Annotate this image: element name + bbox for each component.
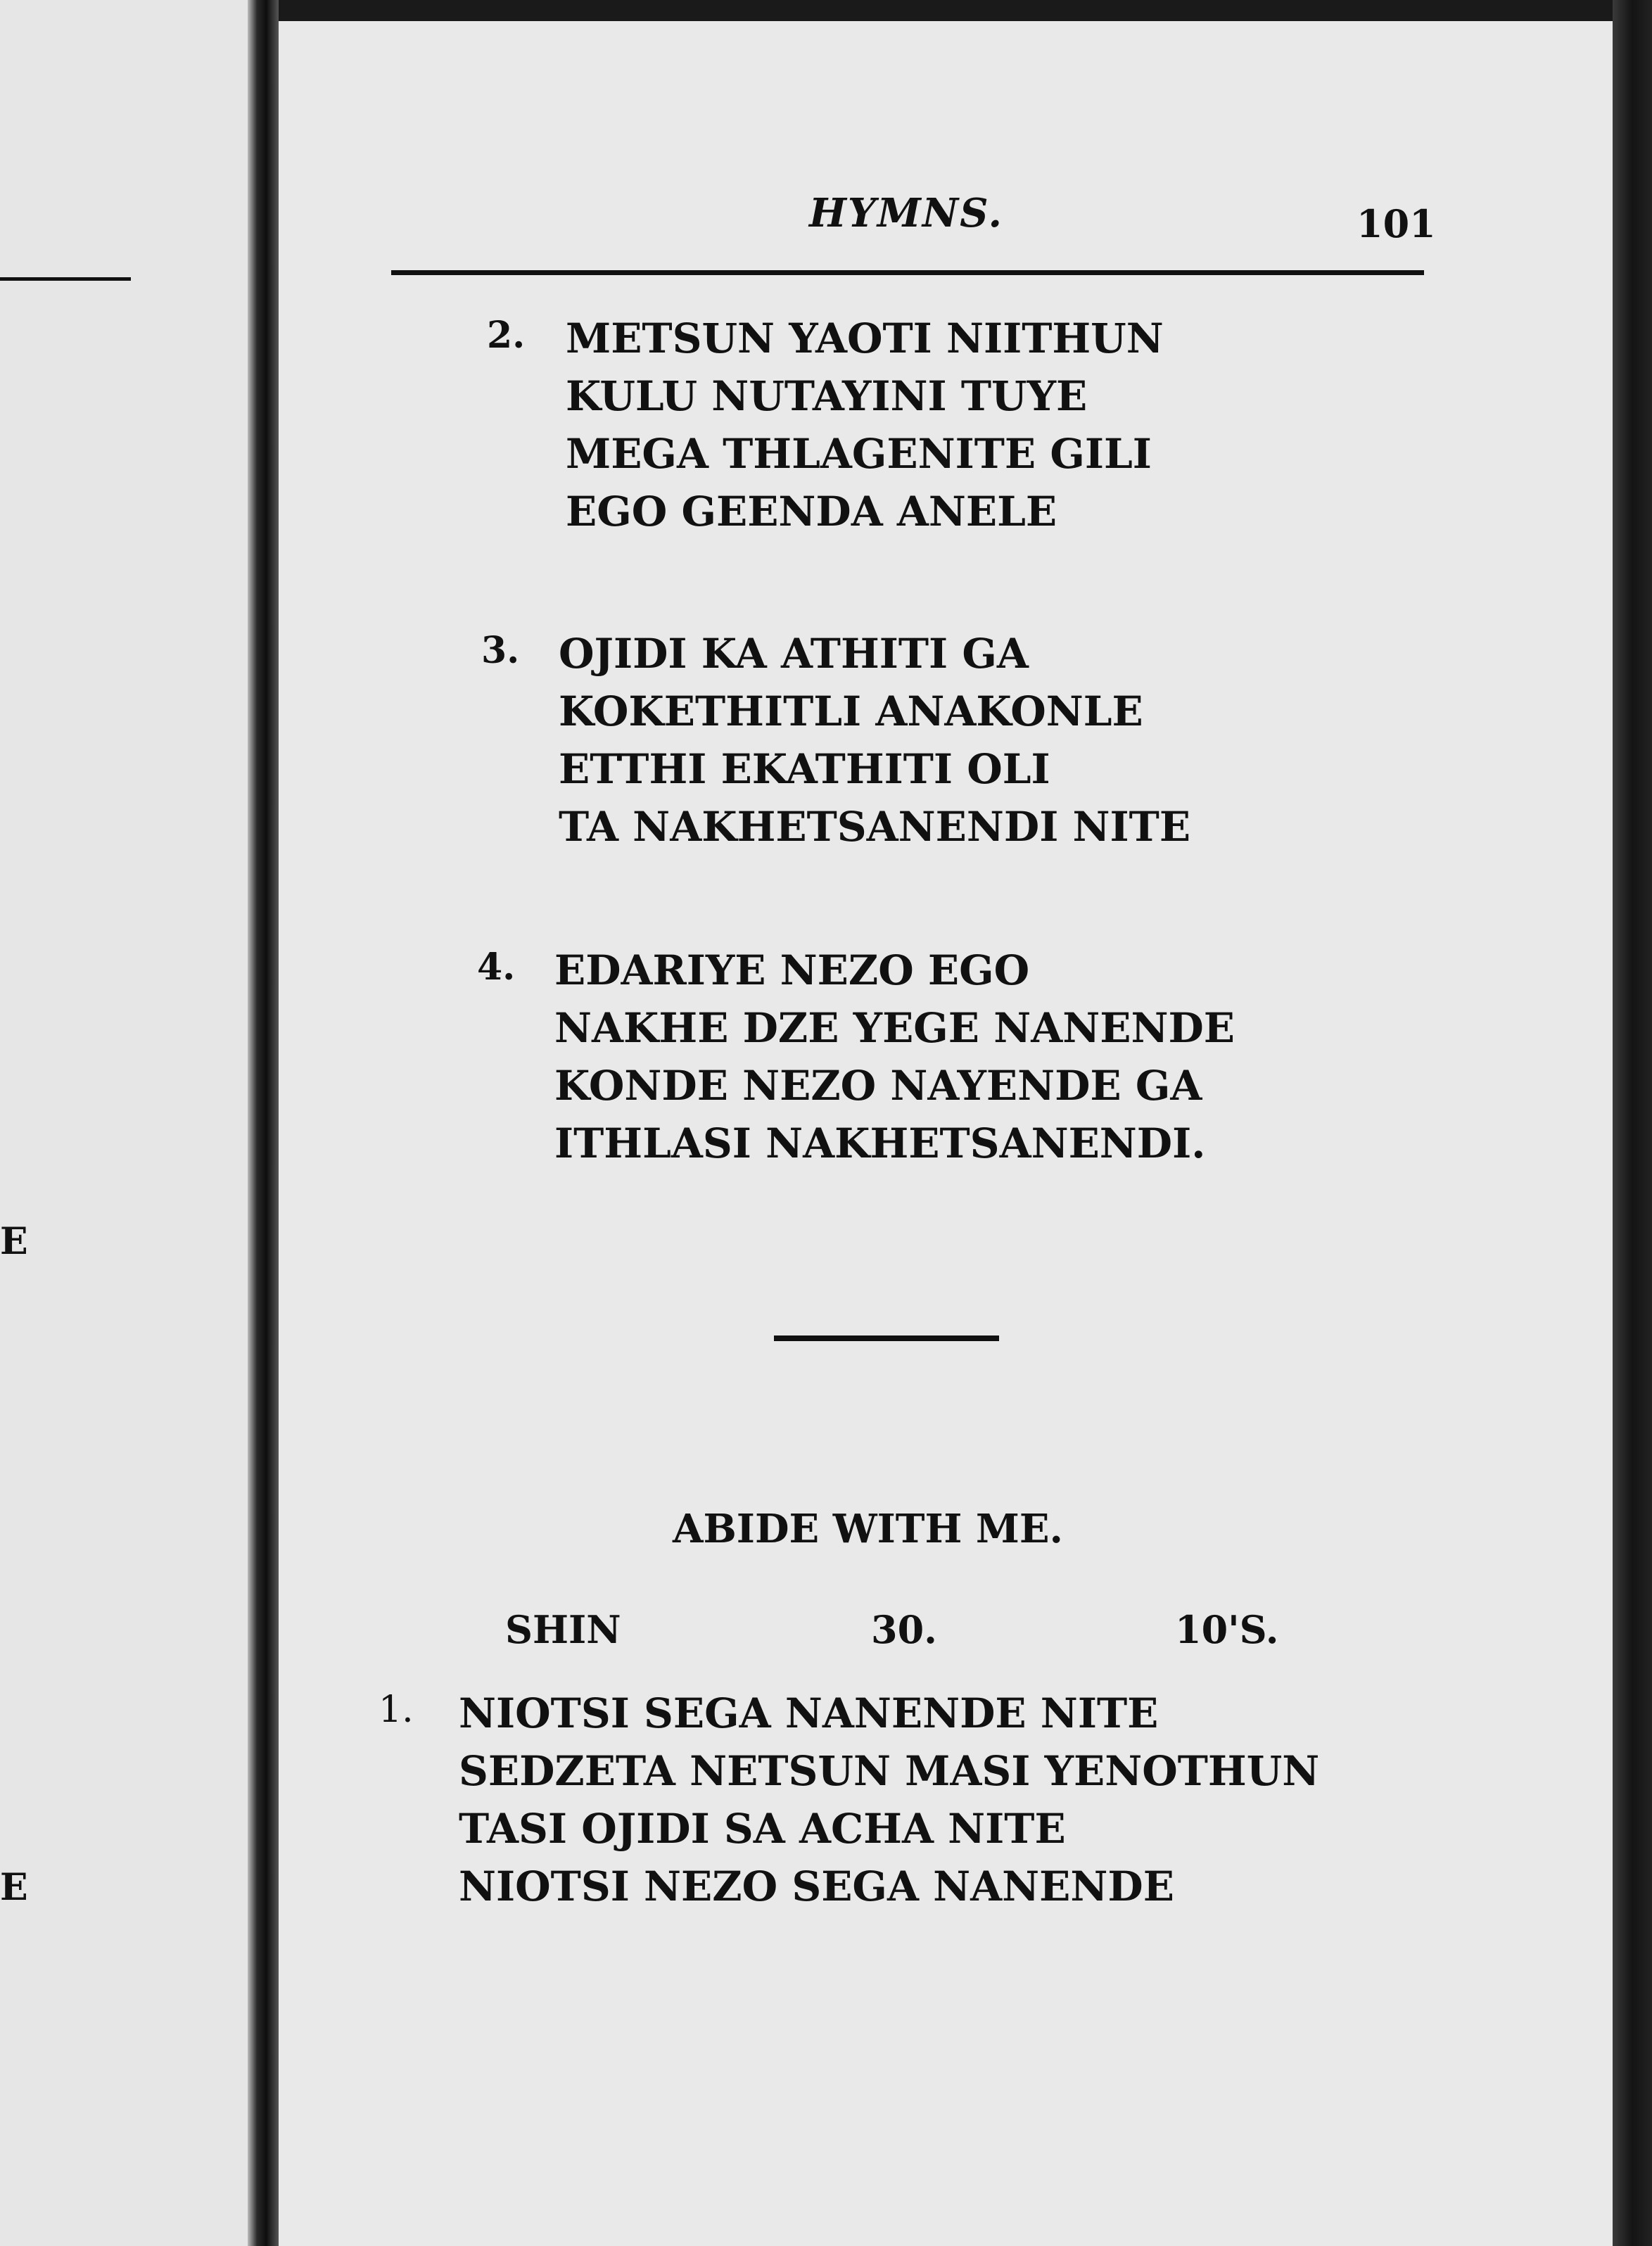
verse-line: ITHLASI NAKHETSANENDI. xyxy=(554,1119,1206,1167)
hymn-metre: 10'S. xyxy=(1175,1607,1279,1652)
stanza-number: 4. xyxy=(477,946,516,989)
verse-line: MEGA THLAGENITE GILI xyxy=(566,430,1152,478)
verse-line: OJIDI KA ATHITI GA xyxy=(559,630,1029,678)
stanza-number: 3. xyxy=(481,629,520,672)
verse-line: SEDZETA NETSUN MASI YENOTHUN xyxy=(459,1747,1320,1795)
verse-line: NIOTSI SEGA NANENDE NITE xyxy=(459,1689,1159,1737)
verse-line: NAKHE DZE YEGE NANENDE xyxy=(554,1004,1235,1052)
verse-line: KULU NUTAYINI TUYE xyxy=(566,372,1088,420)
stanza-number: 2. xyxy=(487,314,526,357)
running-head: HYMNS. xyxy=(809,190,1004,236)
book-gutter xyxy=(248,0,279,2246)
verse-line: NIOTSI NEZO SEGA NANENDE xyxy=(459,1863,1174,1910)
page-number: 101 xyxy=(1356,201,1436,246)
facing-page-rule xyxy=(0,277,131,281)
hymn-tune: SHIN xyxy=(505,1607,621,1652)
stanza-number: 1. xyxy=(379,1689,414,1731)
facing-page-letter: E xyxy=(0,1220,28,1263)
verse-line: TASI OJIDI SA ACHA NITE xyxy=(459,1805,1066,1853)
hymn-number: 30. xyxy=(871,1607,937,1652)
section-divider xyxy=(774,1335,999,1341)
stanza-lines xyxy=(459,1684,1319,1915)
header-rule xyxy=(391,270,1424,275)
verse-line: EGO GEENDA ANELE xyxy=(566,488,1057,535)
facing-page xyxy=(0,0,248,2246)
facing-page-letter: E xyxy=(0,1866,28,1909)
stanza-lines xyxy=(566,310,1164,540)
stanza-lines xyxy=(554,941,1235,1172)
verse-line: EDARIYE NEZO EGO xyxy=(554,946,1030,994)
verse-line: KOKETHITLI ANAKONLE xyxy=(559,687,1143,735)
stanza-lines xyxy=(559,625,1190,856)
verse-line: METSUN YAOTI NIITHUN xyxy=(566,315,1164,362)
page-edge xyxy=(1613,0,1652,2246)
verse-line: TA NAKHETSANENDI NITE xyxy=(559,803,1191,851)
verse-line: KONDE NEZO NAYENDE GA xyxy=(554,1062,1202,1110)
hymn-title: ABIDE WITH ME. xyxy=(673,1506,1064,1552)
verse-line: ETTHI EKATHITI OLI xyxy=(559,745,1050,793)
